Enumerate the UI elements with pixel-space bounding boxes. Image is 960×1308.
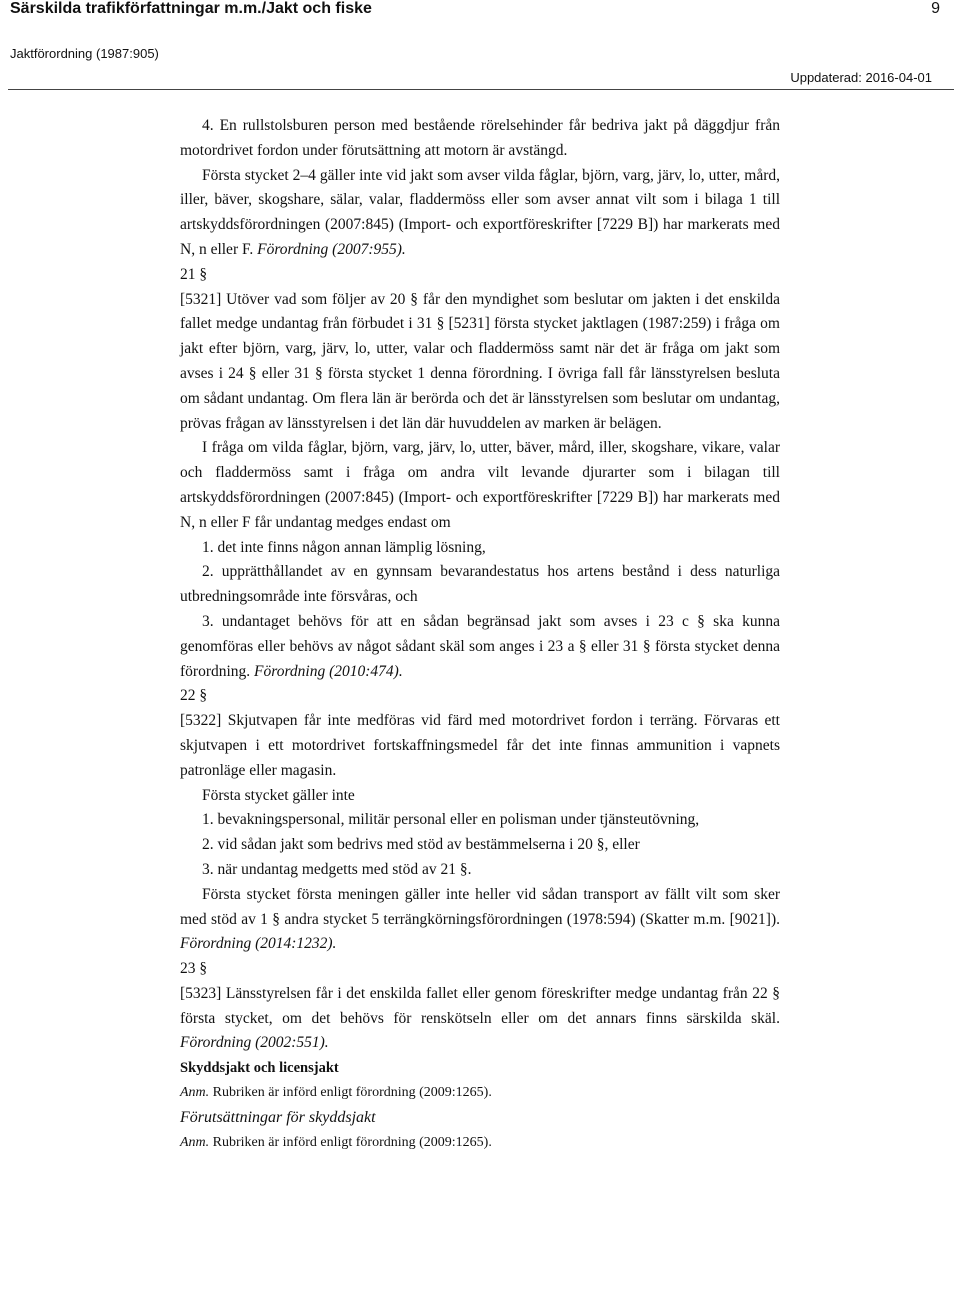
section-21-paragraph-1: [5321] Utöver vad som följer av 20 § får den myndighet som beslutar om jakten i det enskilda fallet medge undantag från förbudet i 31 § [5231] första stycket jaktlagen (1987:259) i fråga om jakt efter björn, varg, järv, lo, utter, valar och fladdermöss samt när det är fråga om jakt som avses i 24 § eller 31 § första stycket 1 denna förordning. I övriga fall får länsstyrelsen besluta om sådant undantag. Om flera län är berörda och det är länsstyrelsen som beslutar om undantag, prövas frågan av länsstyrelsen i det län där huvuddelen av marken är belägen.	[180, 290, 780, 432]
section-22-paragraph-3-text: Första stycket första meningen gäller inte heller vid sådan transport av fällt vilt som sker med stöd av 1 § andra stycket 5 terrängkörningsförordningen (1978:594) (Skatter m.m. [9021]).	[180, 885, 780, 928]
section-23-paragraph-1	[180, 982, 780, 1056]
section-21-item-1: 1. det inte finns någon annan lämplig lösning,	[202, 538, 486, 556]
section-23-citation: Förordning (2002:551).	[180, 1034, 329, 1052]
section-21-item-3-text: 3. undantaget behövs för att en sådan begränsad jakt som avses i 23 c § ska kunna genomföras eller behövs av något sådant skäl som anges i 23 a § eller 31 § första stycket denna förordning.	[180, 612, 780, 680]
subheading-skyddsjakt-licensjakt: Skyddsjakt och licensjakt	[180, 1060, 339, 1077]
subheading-forutsattningar-skyddsjakt: Förutsättningar för skyddsjakt	[180, 1108, 376, 1126]
document-body	[180, 114, 780, 1155]
section-23-heading: 23 §	[180, 960, 208, 978]
section-21-citation: Förordning (2010:474).	[254, 662, 403, 680]
subheading-1-note	[180, 1081, 780, 1106]
section-22-paragraph-3	[180, 883, 780, 957]
intro-paragraph	[180, 164, 780, 263]
running-header-title: Särskilda trafikförfattningar m.m./Jakt och fiske	[10, 0, 372, 17]
subheading-2-note	[180, 1131, 780, 1156]
section-22-paragraph-1: [5322] Skjutvapen får inte medföras vid färd med motordrivet fordon i terräng. Förvaras ett skjutvapen i ett motordrivet fortskaffningsmedel får det inte finnas ammunition i vapnets patronläge eller magasin.	[180, 712, 780, 779]
section-21-item-2: 2. upprätthållandet av en gynnsam bevarandestatus hos artens bestånd i dess naturliga utbredningsområde inte försvåras, och	[180, 563, 780, 606]
section-22-heading: 22 §	[180, 687, 208, 705]
section-22-item-3: 3. när undantag medgetts med stöd av 21 §.	[202, 860, 472, 878]
document-name: Jaktförordning (1987:905)	[10, 46, 159, 61]
section-22-paragraph-2: Första stycket gäller inte	[202, 786, 355, 804]
intro-citation: Förordning (2007:955).	[257, 240, 406, 258]
section-22-item-2: 2. vid sådan jakt som bedrivs med stöd av bestämmelserna i 20 §, eller	[202, 836, 640, 854]
updated-date: Uppdaterad: 2016-04-01	[790, 70, 932, 85]
intro-paragraph-text: Första stycket 2–4 gäller inte vid jakt som avser vilda fåglar, björn, varg, järv, lo, utter, mård, iller, bäver, skogshare, sälar, valar, fladdermöss eller som avser annat vilt som i bilaga 1 till artskyddsförordningen (2007:845) (Import- och exportföreskrifter [7229 B]) har markerats med N, n eller F.	[180, 166, 780, 258]
subheading-2-note-label: Anm.	[180, 1134, 210, 1150]
section-21-item-3	[180, 610, 780, 684]
subheading-1-note-label: Anm.	[180, 1085, 210, 1101]
section-21-paragraph-2: I fråga om vilda fåglar, björn, varg, järv, lo, utter, bäver, mård, iller, skogshare, vikare, valar och fladdermöss samt i fråga om andra vilt levande djurarter som i bilagan till artskyddsförordningen (2007:845) (Import- och exportföreskrifter [7229 B]) har markerats med N, n eller F får undantag medges endast om	[180, 439, 780, 531]
intro-item-4: 4. En rullstolsburen person med bestående rörelsehinder får bedriva jakt på däggdjur från motordrivet fordon under förutsättning att motorn är avstängd.	[180, 117, 780, 159]
page-number: 9	[931, 0, 940, 17]
section-22-citation: Förordning (2014:1232).	[180, 935, 337, 953]
section-21-heading: 21 §	[180, 265, 208, 283]
section-22-item-1: 1. bevakningspersonal, militär personal eller en polisman under tjänsteutövning,	[202, 811, 700, 829]
header-divider	[8, 89, 954, 90]
subheading-1-note-text: Rubriken är införd enligt förordning (2009:1265).	[212, 1085, 492, 1101]
section-23-paragraph-1-text: [5323] Länsstyrelsen får i det enskilda fallet eller genom föreskrifter medge undantag från 22 § första stycket, om det behövs för renskötseln eller om det annars finns särskilda skäl.	[180, 984, 780, 1027]
subheading-2-note-text: Rubriken är införd enligt förordning (2009:1265).	[212, 1134, 492, 1150]
